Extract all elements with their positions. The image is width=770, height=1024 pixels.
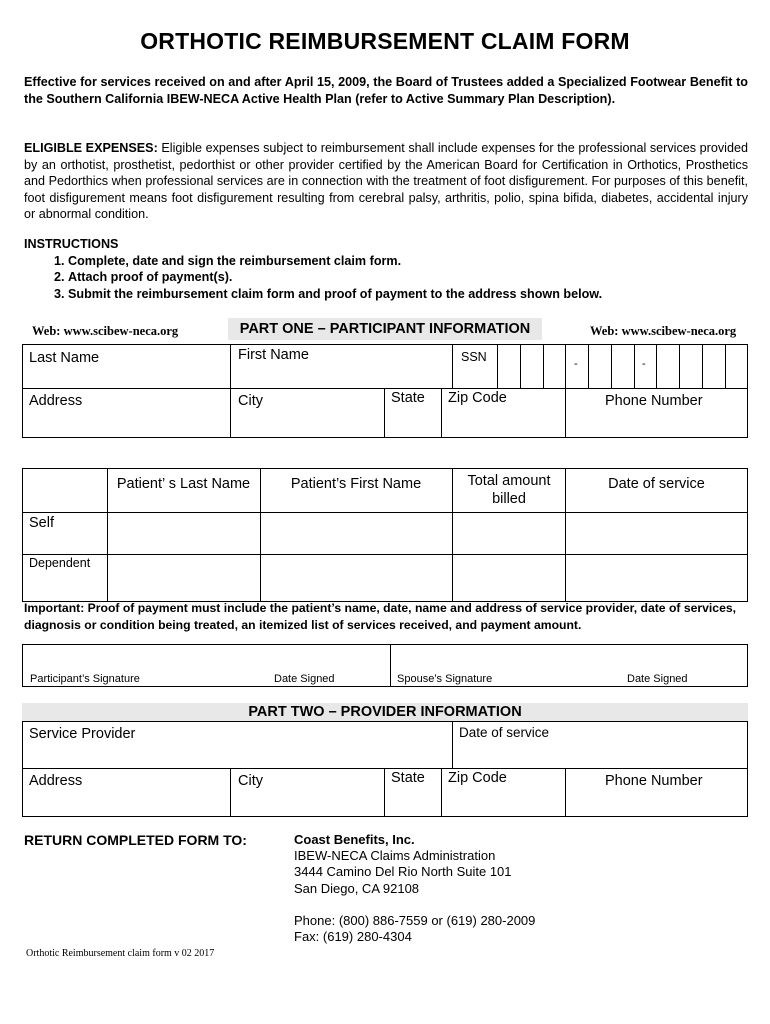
participant-signature-label: Participant’s Signature: [30, 673, 140, 685]
important-note: Important: Proof of payment must include the patient’s name, date, name and address of service provider, date of services, diagnosis or condition being treated, an itemized list of services received, and payment amount.: [24, 601, 737, 632]
provider-address-label: Address: [29, 773, 83, 789]
web-address-left: Web: www.scibew-neca.org: [32, 324, 179, 338]
provider-zip-code-label: Zip Code: [448, 770, 507, 786]
row-dependent-label: Dependent: [29, 556, 91, 570]
phone-line: Phone: (800) 886-7559 or (619) 280-2009: [294, 912, 536, 928]
date-signed-label: Date Signed: [627, 673, 688, 685]
eligible-expenses-text: Eligible expenses subject to reimbursement shall include expenses for the professional services provided by an orthotist, prosthetist, pedorthist or other provider certified by the American Board for Certification in Orthotics, Prosthetics and Pedorthics when professional services are in connection with the treatment of foot disfigurement. For purposes of this benefit, foot disfigurement means foot disfigurement resulting from cerebral palsy, arthritis, polio, spina bifida, diabetes, accidental injury or abnormal condition.: [24, 141, 748, 222]
address-line: IBEW-NECA Claims Administration: [294, 848, 496, 864]
date-of-service-header: Date of service: [608, 476, 705, 492]
provider-phone-number-label: Phone Number: [605, 773, 703, 789]
provider-city-label: City: [238, 773, 263, 789]
first-name-label: First Name: [238, 347, 309, 363]
phone-number-label: Phone Number: [605, 393, 703, 409]
provider-date-of-service-label: Date of service: [459, 725, 550, 740]
return-label: RETURN COMPLETED FORM TO:: [24, 832, 247, 848]
last-name-label: Last Name: [29, 350, 100, 366]
ssn-dash: -: [642, 358, 646, 370]
state-label: State: [391, 390, 425, 406]
page-title: ORTHOTIC REIMBURSEMENT CLAIM FORM: [140, 28, 630, 54]
instruction-item: 2. Attach proof of payment(s).: [68, 269, 602, 286]
footer-form-version: Orthotic Reimbursement claim form v 02 2017: [26, 948, 215, 959]
instructions-heading: INSTRUCTIONS: [24, 237, 119, 251]
eligible-expenses-heading: ELIGIBLE EXPENSES:: [24, 141, 158, 155]
address-label: Address: [29, 393, 83, 409]
part-one-heading: PART ONE – PARTICIPANT INFORMATION: [239, 321, 531, 337]
part-one-bar: [228, 318, 542, 340]
service-provider-label: Service Provider: [29, 726, 136, 742]
ssn-dash: -: [574, 358, 578, 370]
intro-paragraph: Effective for services received on and after April 15, 2009, the Board of Trustees added a Specialized Footwear Benefit to the Southern California IBEW-NECA Active Health Plan (refer to Active Summary Plan Description).: [24, 75, 748, 106]
eligible-expenses-paragraph: [24, 140, 748, 223]
fax-line: Fax: (619) 280-4304: [294, 929, 412, 945]
address-line: San Diego, CA 92108: [294, 880, 420, 896]
zip-code-label: Zip Code: [448, 390, 507, 406]
patient-first-name-header: Patient’s First Name: [290, 476, 422, 492]
date-signed-label: Date Signed: [274, 673, 335, 685]
city-label: City: [238, 393, 263, 409]
row-self-label: Self: [29, 515, 54, 531]
part-two-heading: PART TWO – PROVIDER INFORMATION: [248, 704, 522, 720]
return-address: [294, 832, 535, 945]
instruction-item: 3. Submit the reimbursement claim form and proof of payment to the address shown below.: [68, 286, 602, 303]
company-name: Coast Benefits, Inc.: [294, 832, 415, 847]
spouse-signature-label: Spouse’s Signature: [397, 673, 493, 685]
instruction-item: 1. Complete, date and sign the reimbursement claim form.: [68, 253, 602, 270]
ssn-label: SSN: [461, 350, 487, 364]
total-amount-header: Total amount billed: [467, 473, 551, 507]
participant-info-grid: [22, 344, 748, 438]
instructions: [24, 236, 602, 302]
patient-last-name-header: Patient’ s Last Name: [116, 476, 251, 492]
address-line: 3444 Camino Del Rio North Suite 101: [294, 864, 512, 880]
web-address-right: Web: www.scibew-neca.org: [590, 324, 737, 338]
part-two-bar: [22, 703, 748, 721]
provider-state-label: State: [391, 770, 425, 786]
